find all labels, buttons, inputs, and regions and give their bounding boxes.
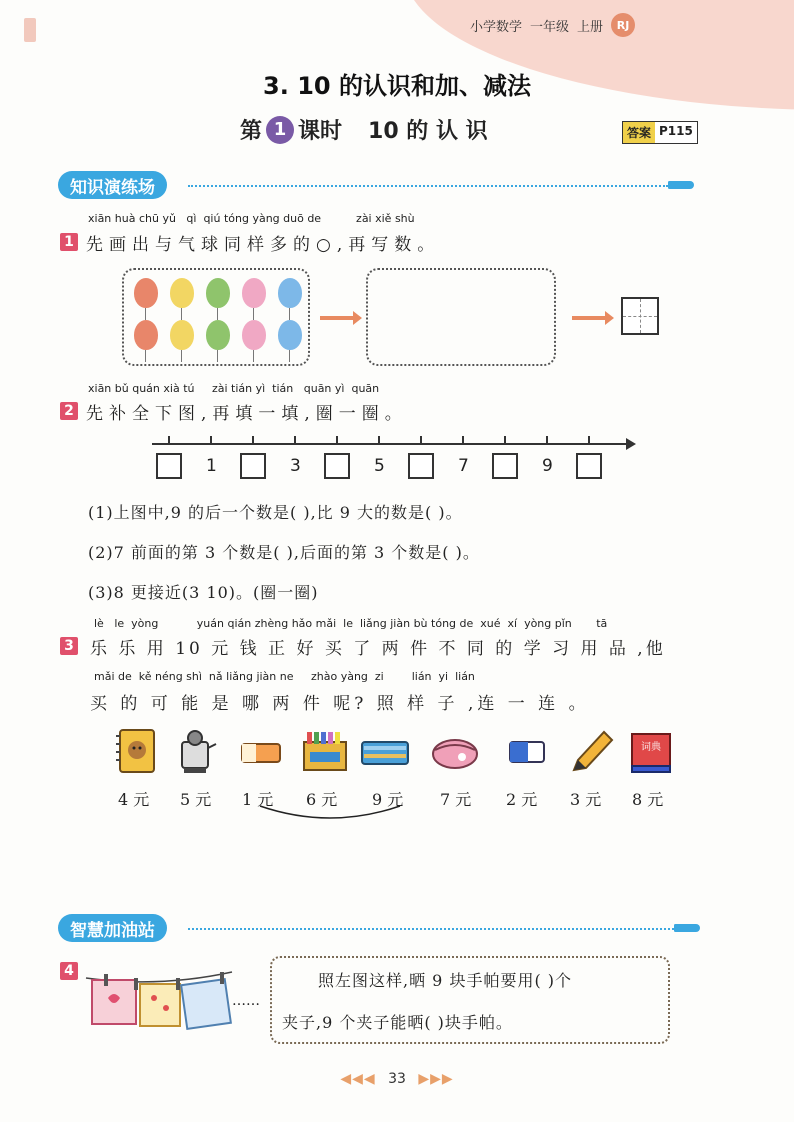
- number-answer-box[interactable]: [156, 453, 182, 479]
- number-line-label: 5: [374, 456, 385, 476]
- q4-dots: ……: [232, 993, 260, 1009]
- item-price[interactable]: 9 元: [372, 790, 404, 809]
- number-line-tick: [420, 436, 422, 445]
- edition-badge: RJ: [611, 13, 635, 37]
- q1-pinyin: xiān huà chū yǔ qì qiú tóng yàng duō de zài xiě shù: [88, 212, 415, 225]
- bookmark-tab: [24, 18, 36, 42]
- pencil-icon: [566, 728, 616, 774]
- answer-page: P115: [655, 122, 697, 143]
- dictionary-label: 词典: [641, 742, 661, 753]
- pencil-sharpener-icon: [170, 728, 220, 774]
- lesson-suffix: 课时: [298, 119, 343, 144]
- balloon-icon: [242, 320, 266, 350]
- eraser-icon: [236, 728, 286, 774]
- number-line-tick: [378, 436, 380, 445]
- lesson-topic: 10 的 认 识: [368, 119, 488, 144]
- balloon-icon: [278, 320, 302, 350]
- next-arrows-icon: ▶▶▶: [418, 1071, 454, 1087]
- q3-pinyin-line2: mǎi de kě néng shì nǎ liǎng jiàn ne zhào yàng zi lián yi lián: [94, 670, 475, 683]
- number-answer-box[interactable]: [492, 453, 518, 479]
- header-subject: 小学数学: [470, 19, 523, 35]
- number-line-tick: [252, 436, 254, 445]
- number-line-tick: [462, 436, 464, 445]
- q4-number: 4: [60, 962, 78, 980]
- item-price[interactable]: 6 元: [306, 790, 338, 809]
- item-price[interactable]: 3 元: [570, 790, 602, 809]
- item-price[interactable]: 8 元: [632, 790, 664, 809]
- number-line-label: 1: [206, 456, 217, 476]
- header: [470, 8, 700, 42]
- number-line-tick: [588, 436, 590, 445]
- number-line-tick: [294, 436, 296, 445]
- pen-icon: [668, 181, 694, 189]
- number-line-label: 7: [458, 456, 469, 476]
- example-connection-line: [250, 800, 410, 830]
- chapter-title: 3. 10 的认识和加、减法: [263, 72, 531, 100]
- q1-text: 先画出与气球同样多的○,再写数。: [86, 235, 441, 255]
- number-answer-box[interactable]: [324, 453, 350, 479]
- balloon-icon: [242, 278, 266, 308]
- number-line-tick: [336, 436, 338, 445]
- q2-text: 先补全下图,再填一填,圈一圈。: [86, 404, 408, 424]
- draw-circles-area[interactable]: [366, 268, 556, 366]
- lesson-title: [240, 114, 488, 145]
- q2-sub3: (3)8 更接近(3 10)。(圈一圈): [88, 583, 319, 602]
- prev-arrows-icon: ◀◀◀: [340, 1071, 376, 1087]
- crayons-icon: [300, 728, 350, 774]
- balloon-icon: [134, 278, 158, 308]
- q1-number: 1: [60, 233, 78, 251]
- number-line-tick: [546, 436, 548, 445]
- item-price[interactable]: 7 元: [440, 790, 472, 809]
- q4-line1: 照左图这样,晒 9 块手帕要用( )个: [318, 971, 573, 990]
- pencil-case-icon: [360, 728, 410, 774]
- item-price[interactable]: 5 元: [180, 790, 212, 809]
- balloon-icon: [170, 278, 194, 308]
- page-footer: [0, 1071, 794, 1087]
- q3-text-line2: 买 的 可 能 是 哪 两 件 呢? 照 样 子 ,连 一 连 。: [90, 694, 590, 714]
- number-line-label: 9: [542, 456, 553, 476]
- q3-number: 3: [60, 637, 78, 655]
- balloon-icon: [170, 320, 194, 350]
- section-wisdom-station: 智慧加油站: [58, 914, 167, 942]
- number-answer-box[interactable]: [408, 453, 434, 479]
- q2-pinyin: xiān bǔ quán xià tú zài tián yì tián quān yì quān: [88, 382, 380, 395]
- number-answer-box[interactable]: [576, 453, 602, 479]
- section-divider: [188, 185, 668, 187]
- balloon-icon: [134, 320, 158, 350]
- dictionary-icon: [626, 728, 676, 774]
- number-line-tick: [504, 436, 506, 445]
- pouch-icon: [430, 728, 480, 774]
- answer-reference: [622, 121, 698, 144]
- arrow-right-icon: [572, 316, 606, 320]
- eraser-small-icon: [502, 728, 552, 774]
- pen-icon: [674, 924, 700, 932]
- section-knowledge-practice: 知识演练场: [58, 171, 167, 199]
- answer-label: 答案: [623, 122, 655, 143]
- header-volume: 上册: [577, 19, 604, 35]
- q3-pinyin-line1: lè le yòng yuán qián zhèng hǎo mǎi le liǎng jiàn bù tóng de xué xí yòng pǐn tā: [94, 617, 608, 630]
- balloon-icon: [206, 278, 230, 308]
- arrow-right-icon: [320, 316, 354, 320]
- balloon-icon: [278, 278, 302, 308]
- number-answer-box[interactable]: [240, 453, 266, 479]
- item-price[interactable]: 2 元: [506, 790, 538, 809]
- handkerchiefs-clothesline-icon: [84, 968, 234, 1036]
- lesson-number: 1: [266, 116, 294, 144]
- lesson-prefix: 第: [240, 119, 263, 144]
- q4-line2: 夹子,9 个夹子能晒( )块手帕。: [282, 1013, 513, 1032]
- number-line-label: 3: [290, 456, 301, 476]
- header-grade: 一年级: [530, 19, 570, 35]
- number-line: [152, 443, 628, 445]
- notebook-icon: [112, 728, 162, 774]
- q2-number: 2: [60, 402, 78, 420]
- q3-text-line1: 乐 乐 用 10 元 钱 正 好 买 了 两 件 不 同 的 学 习 用 品 ,他: [90, 639, 666, 659]
- page-number: 33: [388, 1071, 406, 1087]
- balloon-icon: [206, 320, 230, 350]
- section-divider: [188, 928, 674, 930]
- q2-sub2: (2)7 前面的第 3 个数是( ),后面的第 3 个数是( )。: [88, 543, 480, 562]
- number-line-tick: [210, 436, 212, 445]
- number-line-tick: [168, 436, 170, 445]
- answer-write-box[interactable]: [621, 297, 659, 335]
- item-price[interactable]: 1 元: [242, 790, 274, 809]
- item-price[interactable]: 4 元: [118, 790, 150, 809]
- q2-sub1: (1)上图中,9 的后一个数是( ),比 9 大的数是( )。: [88, 503, 463, 522]
